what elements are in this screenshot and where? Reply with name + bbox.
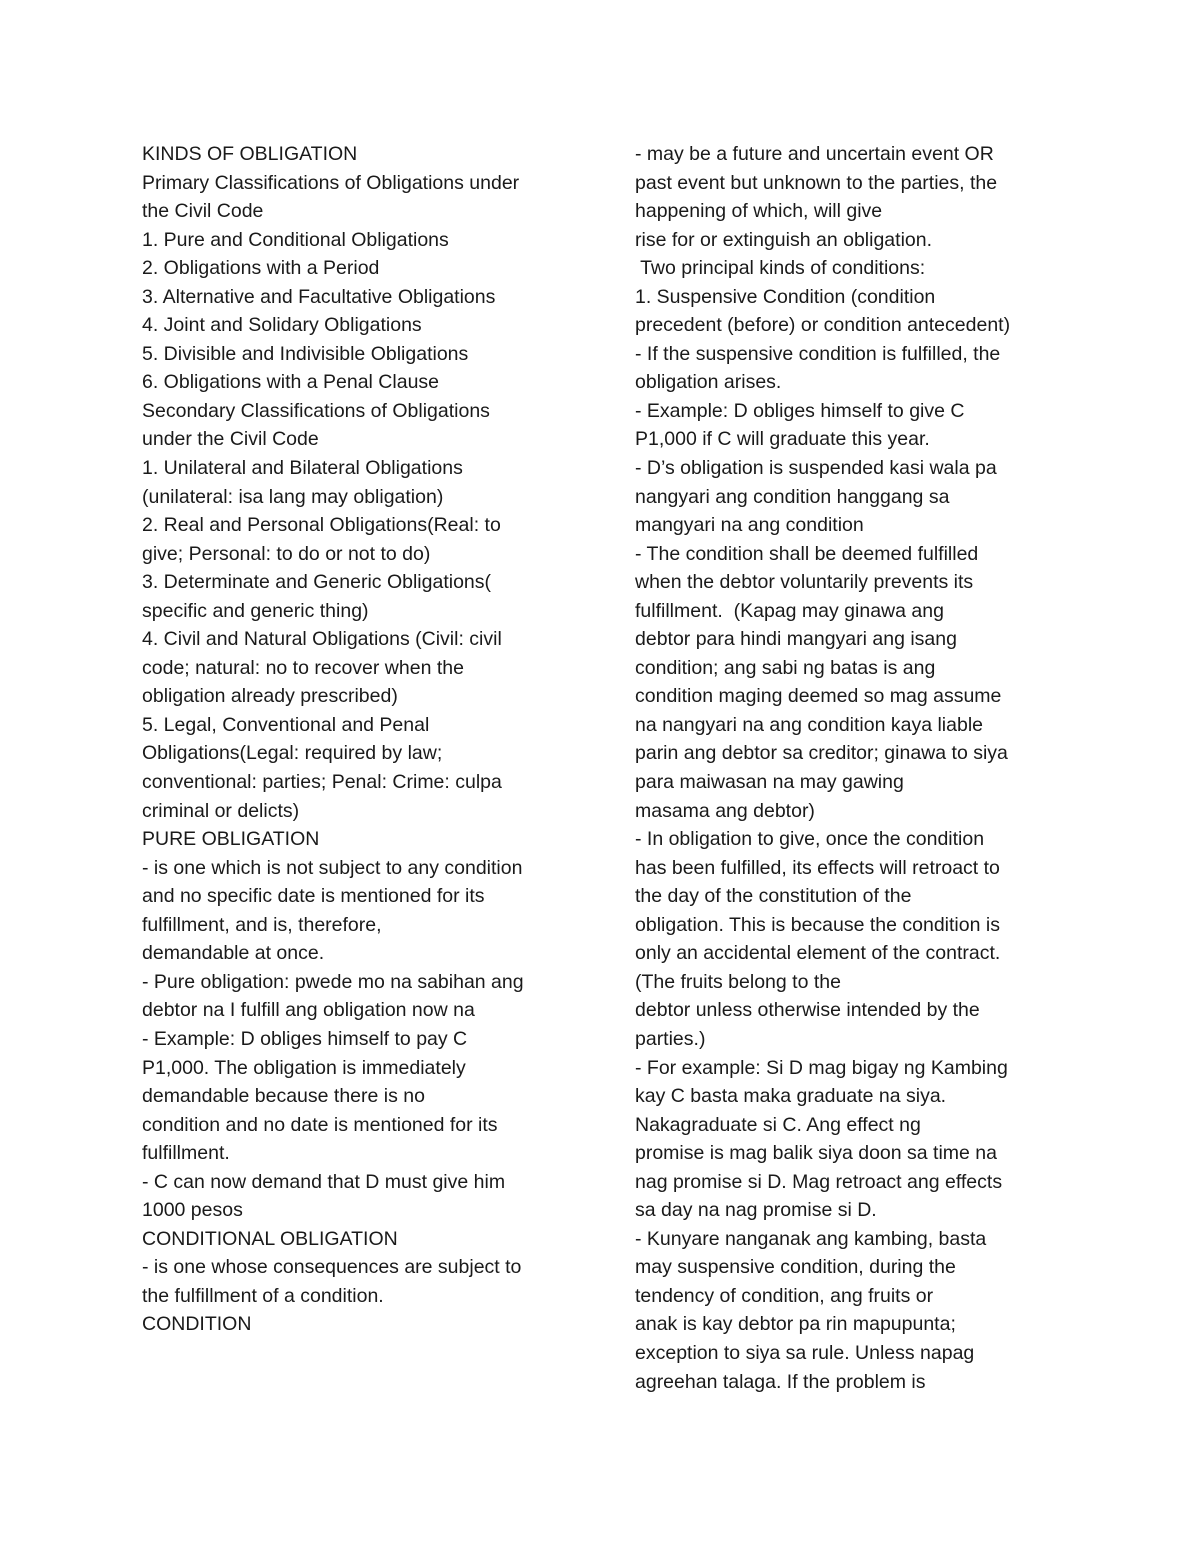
right-column-line: the day of the constitution of the bbox=[635, 885, 912, 908]
left-column-line: under the Civil Code bbox=[142, 428, 319, 451]
right-column-line: masama ang debtor) bbox=[635, 799, 815, 822]
left-column-line: (unilateral: isa lang may obligation) bbox=[142, 485, 444, 508]
left-column-line: demandable at once. bbox=[142, 942, 325, 965]
right-column-line: condition maging deemed so mag assume bbox=[635, 685, 1002, 708]
left-column-line: 6. Obligations with a Penal Clause bbox=[142, 371, 440, 394]
right-column-line: debtor unless otherwise intended by the bbox=[635, 999, 980, 1022]
left-column-line: debtor na I fulfill ang obligation now na bbox=[142, 999, 475, 1022]
right-column-line: 1. Suspensive Condition (condition bbox=[635, 285, 936, 308]
left-column-line: 4. Joint and Solidary Obligations bbox=[142, 314, 422, 337]
right-column-line: - D’s obligation is suspended kasi wala pa bbox=[635, 457, 997, 480]
right-column-line: - Example: D obliges himself to give C bbox=[635, 399, 965, 422]
left-column-line: - is one whose consequences are subject to bbox=[142, 1256, 522, 1279]
right-column-line: rise for or extinguish an obligation. bbox=[635, 228, 933, 251]
left-column-line: specific and generic thing) bbox=[142, 599, 369, 622]
right-column-line: tendency of condition, ang fruits or bbox=[635, 1284, 934, 1307]
right-column-line: only an accidental element of the contract. bbox=[635, 942, 1001, 965]
right-column-line: - In obligation to give, once the condition bbox=[635, 828, 985, 851]
right-column-line: parties.) bbox=[635, 1027, 706, 1050]
right-column-line: nangyari ang condition hanggang sa bbox=[635, 485, 950, 508]
right-column-line: promise is mag balik siya doon sa time na bbox=[635, 1142, 997, 1165]
left-column-line: condition and no date is mentioned for its bbox=[142, 1113, 498, 1136]
left-text-column bbox=[142, 140, 582, 1339]
right-column-line: parin ang debtor sa creditor; ginawa to siya bbox=[635, 742, 1008, 765]
left-column-line: 1000 pesos bbox=[142, 1199, 243, 1222]
right-column-line: - The condition shall be deemed fulfilled bbox=[635, 542, 979, 565]
left-column-line: - Example: D obliges himself to pay C bbox=[142, 1027, 468, 1050]
left-column-line: 2. Obligations with a Period bbox=[142, 257, 380, 280]
right-column-line: exception to siya sa rule. Unless napag bbox=[635, 1341, 975, 1364]
right-column-line: Two principal kinds of conditions: bbox=[635, 257, 926, 280]
left-column-line: Obligations(Legal: required by law; bbox=[142, 742, 443, 765]
right-column-line: kay C basta maka graduate na siya. bbox=[635, 1085, 947, 1108]
right-column-line: happening of which, will give bbox=[635, 200, 883, 223]
left-column-line: demandable because there is no bbox=[142, 1085, 425, 1108]
left-column-line: obligation already prescribed) bbox=[142, 685, 398, 708]
left-column-line: code; natural: no to recover when the bbox=[142, 656, 464, 679]
left-column-line: 5. Legal, Conventional and Penal bbox=[142, 713, 430, 736]
right-column-line: obligation. This is because the condition is bbox=[635, 913, 1000, 936]
right-column-line: - Kunyare nanganak ang kambing, basta bbox=[635, 1227, 987, 1250]
left-column-line: 3. Alternative and Facultative Obligations bbox=[142, 285, 496, 308]
left-column-line: 1. Pure and Conditional Obligations bbox=[142, 228, 449, 251]
right-column-line: has been fulfilled, its effects will retroact to bbox=[635, 856, 1000, 879]
left-column-line: give; Personal: to do or not to do) bbox=[142, 542, 431, 565]
left-column-line: the fulfillment of a condition. bbox=[142, 1284, 384, 1307]
right-column-line: agreehan talaga. If the problem is bbox=[635, 1370, 926, 1393]
left-column-line: 1. Unilateral and Bilateral Obligations bbox=[142, 457, 463, 480]
right-column-line: mangyari na ang condition bbox=[635, 514, 864, 537]
right-column-line: obligation arises. bbox=[635, 371, 782, 394]
left-column-line: and no specific date is mentioned for its bbox=[142, 885, 485, 908]
left-column-line: 3. Determinate and Generic Obligations( bbox=[142, 571, 492, 594]
left-column-line: fulfillment. bbox=[142, 1142, 230, 1165]
right-column-line: may suspensive condition, during the bbox=[635, 1256, 956, 1279]
left-column-line: CONDITION bbox=[142, 1313, 252, 1336]
right-column-line: (The fruits belong to the bbox=[635, 970, 841, 993]
right-column-line: Nakagraduate si C. Ang effect ng bbox=[635, 1113, 921, 1136]
left-column-line: Secondary Classifications of Obligations bbox=[142, 399, 490, 422]
right-text-column bbox=[635, 140, 1075, 1396]
left-column-line: 5. Divisible and Indivisible Obligations bbox=[142, 342, 469, 365]
right-column-line: precedent (before) or condition antecedent) bbox=[635, 314, 1011, 337]
left-column-line: - is one which is not subject to any condition bbox=[142, 856, 523, 879]
right-column-line: debtor para hindi mangyari ang isang bbox=[635, 628, 957, 651]
left-column-line: Primary Classifications of Obligations under bbox=[142, 171, 520, 194]
right-column-line: - may be a future and uncertain event OR bbox=[635, 143, 994, 165]
right-column-line: fulfillment. (Kapag may ginawa ang bbox=[635, 599, 944, 622]
left-column-line: 2. Real and Personal Obligations(Real: to bbox=[142, 514, 501, 537]
right-column-line: anak is kay debtor pa rin mapupunta; bbox=[635, 1313, 956, 1336]
left-column-line: criminal or delicts) bbox=[142, 799, 300, 822]
left-column-line: PURE OBLIGATION bbox=[142, 828, 320, 851]
right-column-line: nag promise si D. Mag retroact ang effects bbox=[635, 1170, 1003, 1193]
left-column-line: - C can now demand that D must give him bbox=[142, 1170, 506, 1193]
left-column-line: CONDITIONAL OBLIGATION bbox=[142, 1227, 398, 1250]
right-column-line: past event but unknown to the parties, the bbox=[635, 171, 998, 194]
left-column-line: 4. Civil and Natural Obligations (Civil: civil bbox=[142, 628, 502, 651]
left-column-line: conventional: parties; Penal: Crime: culpa bbox=[142, 771, 502, 794]
left-column-line: fulfillment, and is, therefore, bbox=[142, 913, 382, 936]
right-column-line: P1,000 if C will graduate this year. bbox=[635, 428, 930, 451]
right-column-line: na nangyari na ang condition kaya liable bbox=[635, 713, 984, 736]
right-column-line: sa day na nag promise si D. bbox=[635, 1199, 877, 1222]
left-column-line: - Pure obligation: pwede mo na sabihan ang bbox=[142, 970, 524, 993]
right-column-line: - For example: Si D mag bigay ng Kambing bbox=[635, 1056, 1008, 1079]
left-column-line: P1,000. The obligation is immediately bbox=[142, 1056, 466, 1079]
left-column-line: the Civil Code bbox=[142, 200, 264, 223]
right-column-line: condition; ang sabi ng batas is ang bbox=[635, 656, 936, 679]
right-column-line: para maiwasan na may gawing bbox=[635, 771, 904, 794]
right-column-line: - If the suspensive condition is fulfilled, the bbox=[635, 342, 1001, 365]
left-column-line: KINDS OF OBLIGATION bbox=[142, 143, 358, 165]
right-column-line: when the debtor voluntarily prevents its bbox=[635, 571, 974, 594]
